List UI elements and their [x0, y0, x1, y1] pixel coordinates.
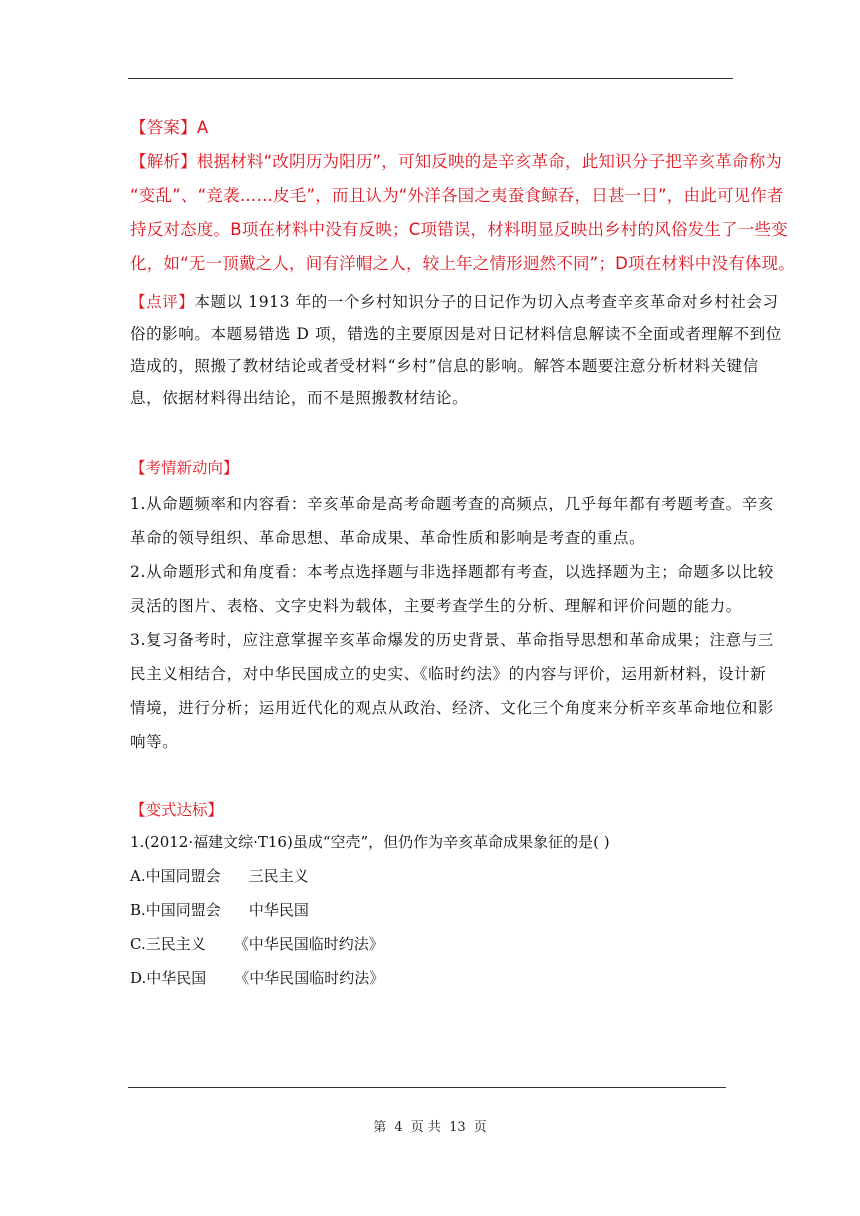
answer-label: 【答案】: [130, 118, 197, 137]
practice-heading: 【变式达标】: [130, 801, 224, 819]
analysis-label: 【解析】: [130, 152, 197, 171]
comment-line-4: 息，依据材料得出结论，而不是照搬教材结论。: [130, 389, 469, 407]
analysis-line-1: [130, 152, 782, 172]
trends-line-6: 民主义相结合，对中华民国成立的史实、《临时约法》的内容与评价，运用新材料，设计新: [130, 665, 767, 683]
page-footer: [0, 1116, 860, 1135]
practice-question: 1.(2012·福建文综·T16)虽成“空壳”，但仍作为辛亥革命成果象征的是( ): [130, 833, 610, 851]
footer-middle: 页 共: [410, 1120, 441, 1135]
trends-line-1: 1.从命题频率和内容看：辛亥革命是高考命题考查的高频点，几乎每年都有考题考查。辛亥: [130, 495, 774, 513]
comment-line-2: 俗的影响。本题易错选 D 项，错选的主要原因是对日记材料信息解读不全面或者理解不到位: [130, 325, 782, 343]
footer-suffix: 页: [473, 1120, 487, 1135]
trends-line-7: 情境，进行分析；运用近代化的观点从政治、经济、文化三个角度来分析辛亥革命地位和影: [130, 699, 775, 717]
trends-line-3: 2.从命题形式和角度看：本考点选择题与非选择题都有考查，以选择题为主；命题多以比较: [130, 563, 774, 581]
option-first: 中国同盟会: [145, 867, 221, 885]
option-second: 三民主义: [248, 867, 309, 885]
answer-value: A: [196, 118, 209, 137]
total-page-count: 13: [449, 1120, 466, 1135]
analysis-text: 根据材料“改阴历为阳历”，可知反映的是辛亥革命，此知识分子把辛亥革命称为: [196, 152, 783, 171]
footer-prefix: 第: [373, 1120, 387, 1135]
option-second: 《中华民国临时约法》: [234, 969, 385, 987]
trends-line-4: 灵活的图片、表格、文字史料为载体，主要考查学生的分析、理解和评价问题的能力。: [130, 597, 742, 615]
comment-label: 【点评】: [130, 293, 195, 311]
answer-line: [130, 118, 208, 138]
comment-text: 本题以 1913 年的一个乡村知识分子的日记作为切入点考查辛亥革命对乡村社会习: [194, 293, 779, 311]
option-d: [130, 968, 384, 988]
option-first: 中国同盟会: [145, 901, 221, 919]
analysis-line-3: 持反对态度。B项在材料中没有反映；C项错误，材料明显反映出乡村的风俗发生了一些变: [130, 220, 788, 239]
analysis-line-4: 化，如“无一顶戴之人，间有洋帽之人，较上年之情形迥然不同”；D项在材料中没有体现。: [130, 254, 796, 273]
trends-line-2: 革命的领导组织、革命思想、革命成果、革命性质和影响是考查的重点。: [130, 529, 646, 547]
header-rule: [128, 78, 733, 79]
option-c: [130, 934, 384, 954]
option-first: 三民主义: [145, 935, 206, 953]
option-key: A.: [130, 867, 146, 885]
trends-line-5: 3.复习备考时，应注意掌握辛亥革命爆发的历史背景、革命指导思想和革命成果；注意与三: [130, 631, 774, 649]
option-second: 《中华民国临时约法》: [233, 935, 384, 953]
option-a: [130, 866, 309, 886]
analysis-line-2: “变乱”、“竞袭……皮毛”，而且认为“外洋各国之夷蚕食鲸吞，日甚一日”，由此可见作者: [130, 186, 784, 205]
current-page-number: 4: [394, 1120, 403, 1135]
footer-rule: [128, 1087, 726, 1088]
option-second: 中华民国: [248, 901, 309, 919]
option-first: 中华民国: [146, 969, 207, 987]
option-key: D.: [130, 969, 147, 987]
option-key: B.: [130, 901, 146, 919]
comment-line-3: 造成的，照搬了教材结论或者受材料“乡村”信息的影响。解答本题要注意分析材料关键信: [130, 357, 759, 375]
trends-line-8: 响等。: [130, 733, 179, 751]
option-key: C.: [130, 935, 146, 953]
trends-heading: 【考情新动向】: [130, 459, 239, 477]
option-b: [130, 900, 309, 920]
comment-line-1: [130, 292, 779, 312]
